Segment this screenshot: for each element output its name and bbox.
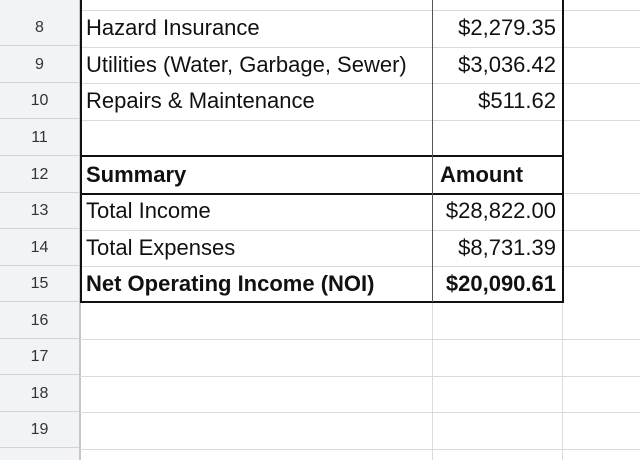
row-number-18[interactable]: 18 xyxy=(0,376,79,412)
row-number-19[interactable]: 19 xyxy=(0,412,79,448)
gridline xyxy=(80,449,640,450)
summary-row-label[interactable]: Total Expenses xyxy=(86,235,236,260)
table-border-left xyxy=(80,0,82,303)
row-number-13[interactable]: 13 xyxy=(0,193,79,229)
expense-label[interactable]: Hazard Insurance xyxy=(86,15,260,40)
table-border-right xyxy=(562,0,564,303)
summary-header-amount[interactable]: Amount xyxy=(440,162,524,187)
expense-label[interactable]: Utilities (Water, Garbage, Sewer) xyxy=(86,52,407,77)
summary-row-label[interactable]: Total Income xyxy=(86,198,211,223)
expense-amount[interactable]: $2,279.35 xyxy=(458,15,556,40)
noi-amount[interactable]: $20,090.61 xyxy=(445,271,556,296)
row-number-10[interactable]: 10 xyxy=(0,83,79,119)
summary-row-amount[interactable]: $8,731.39 xyxy=(458,235,556,260)
row-number-17[interactable]: 17 xyxy=(0,339,79,375)
expense-column-divider xyxy=(432,0,433,157)
cell-partial[interactable] xyxy=(86,0,426,10)
summary-row-amount[interactable]: $28,822.00 xyxy=(445,198,556,223)
summary-column-divider xyxy=(432,157,433,302)
row-number-12[interactable]: 12 xyxy=(0,157,79,193)
row-number-14[interactable]: 14 xyxy=(0,230,79,266)
row-number-15[interactable]: 15 xyxy=(0,266,79,302)
summary-header-label[interactable]: Summary xyxy=(86,162,187,187)
expense-label[interactable]: Repairs & Maintenance xyxy=(86,88,315,113)
row-header-column xyxy=(0,0,81,460)
row-number-16[interactable]: 16 xyxy=(0,303,79,339)
expense-amount[interactable]: $511.62 xyxy=(478,88,556,113)
row-number-9[interactable]: 9 xyxy=(0,47,79,83)
gridline xyxy=(80,339,640,340)
gridline xyxy=(80,376,640,377)
gridline xyxy=(80,120,640,121)
gridline xyxy=(80,412,640,413)
row-number-11[interactable]: 11 xyxy=(0,120,79,156)
expense-amount[interactable]: $3,036.42 xyxy=(458,52,556,77)
row-number-8[interactable]: 8 xyxy=(0,10,79,46)
noi-label[interactable]: Net Operating Income (NOI) xyxy=(86,271,375,296)
